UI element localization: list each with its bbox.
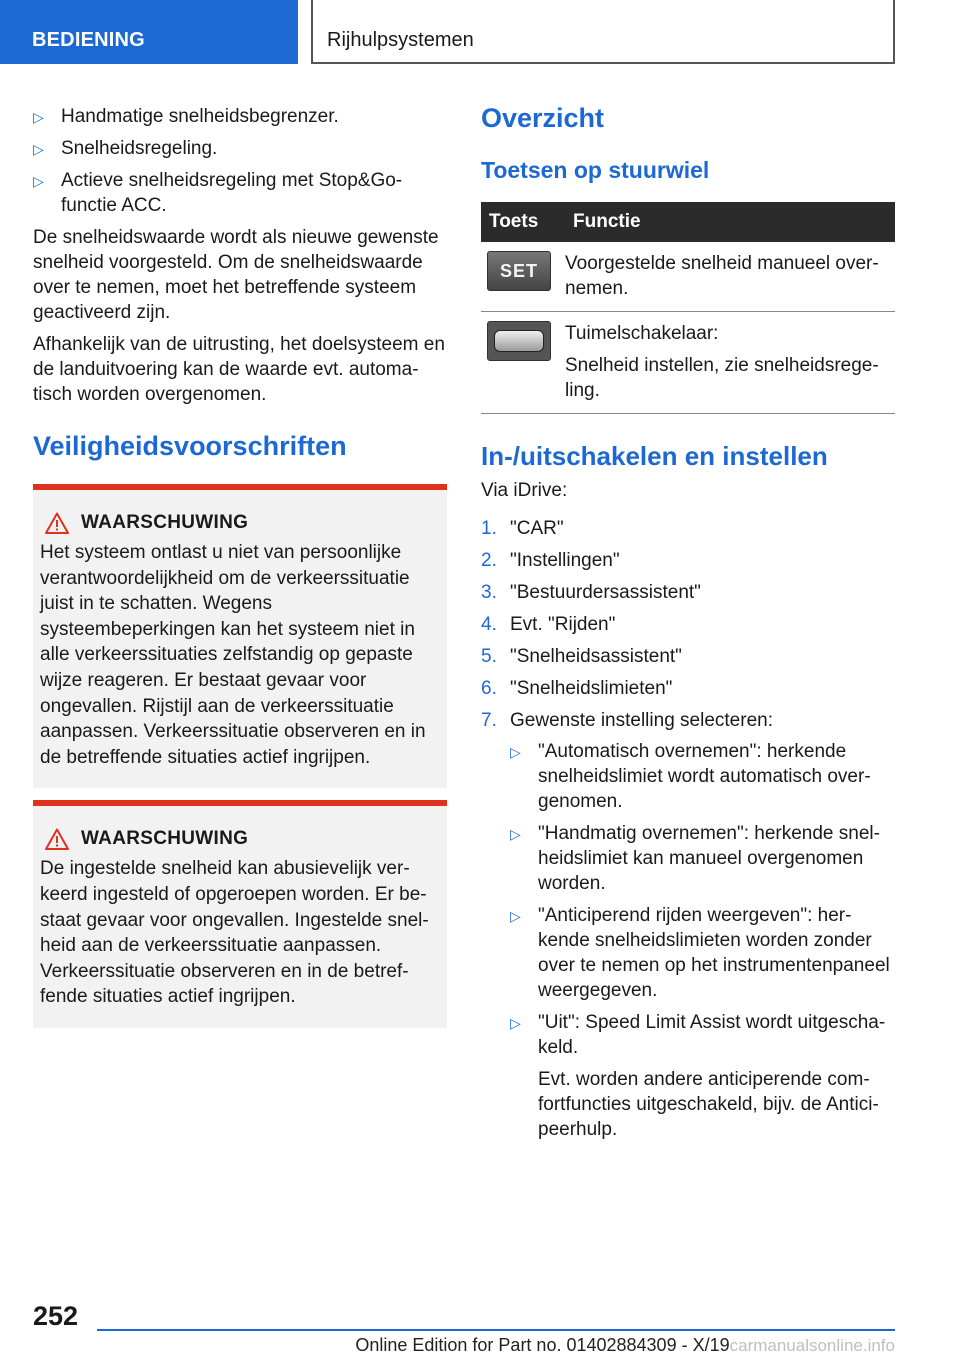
list-item: ▷ Snelheidsregeling. (33, 136, 447, 161)
subsection-heading: Toetsen op stuurwiel (481, 157, 710, 183)
list-item: 6. "Snelheidslimieten" (481, 678, 673, 699)
list-item: 3. "Bestuurdersassistent" (481, 582, 701, 603)
table-cell-function: Voorgestelde snelheid manueel overnemen. (565, 253, 879, 299)
left-column (33, 96, 447, 1028)
paragraph: Afhankelijk van de uitrusting, het doelsysteem en de landuitvoering kan de waarde evt. automatisch worden overgenomen. (33, 334, 445, 405)
warning-triangle-icon (45, 512, 69, 534)
triangle-bullet-icon: ▷ (33, 109, 44, 125)
list-item: 4. Evt. "Rijden" (481, 614, 616, 635)
list-item: ▷ "Automatisch overnemen": herkende snelheidslimiet wordt automatisch overgenomen. (510, 741, 871, 812)
warning-box (33, 484, 447, 788)
watermark: carmanualsonline.info (729, 1336, 895, 1355)
table-header-function: Functie (565, 202, 895, 242)
section-tab: BEDIENING (0, 0, 298, 64)
list-item: 5. "Snelheidsassistent" (481, 646, 682, 667)
triangle-bullet-icon: ▷ (510, 826, 521, 842)
list-item: 2. "Instellingen" (481, 550, 620, 571)
list-item: 7. Gewenste instelling selecteren: ▷ "Automatisch overnemen": herkende snelheidslimiet wordt automatisch overgenomen. ▷ "Handmatig overnemen": herkende snelheidslimiet kan manueel overgenomen worden. ▷ "Anticiperend rijden weergeven": herkende snelheidslimieten worden zonder over te nemen op het instrumentenpaneel weergegeven. ▷ "Uit": Speed Limit Assist wordt uitgeschakeld. Evt. worden andere anticiperende comfortfuncties uitgeschakeld, bijv. de Anticipeerhulp. (481, 708, 895, 1142)
triangle-bullet-icon: ▷ (33, 173, 44, 189)
steps-list (481, 516, 895, 1142)
triangle-bullet-icon: ▷ (510, 908, 521, 924)
table-row (481, 242, 895, 312)
warning-triangle-icon (45, 828, 69, 850)
list-item: ▷ Handmatige snelheidsbegrenzer. (33, 104, 447, 129)
footer-divider (97, 1329, 895, 1331)
list-item: ▷ "Anticiperend rijden weergeven": herkende snelheidslimieten worden zonder over te nemen op het instrumentenpaneel weergegeven. (510, 905, 890, 1001)
options-list (510, 739, 895, 1142)
section-heading: Overzicht (481, 103, 605, 133)
chapter-title: Rijhulpsystemen (311, 0, 895, 64)
edition-text: Online Edition for Part no. 01402884309 - X/19 (355, 1335, 730, 1355)
list-item: 1. "CAR" (481, 518, 564, 539)
paragraph: De snelheidswaarde wordt als nieuwe gewenste snelheid voorgesteld. Om de snelheidswaarde over te nemen, moet het betreffende systeem geactiveerd zijn. (33, 227, 439, 323)
table-header-key: Toets (481, 202, 565, 242)
warning-box (33, 800, 447, 1028)
set-button-icon: SET (487, 251, 551, 291)
rocker-switch-icon (487, 321, 551, 361)
option-note: Evt. worden andere anticiperende comfortfuncties uitgeschakeld, bijv. de Anticipeerhulp. (538, 1069, 879, 1140)
triangle-bullet-icon: ▷ (510, 1015, 521, 1031)
list-item: ▷ "Uit": Speed Limit Assist wordt uitgeschakeld. Evt. worden andere anticiperende comfortfuncties uitgeschakeld, bijv. de Anticipeerhulp. (510, 1010, 895, 1142)
warning-text: Het systeem ontlast u niet van persoonlijke verantwoordelijkheid om de verkeerssituatie juist in te schatten. Wegens systeembeperkingen kan het systeem niet in alle verkeerssituaties zelfstandig op gepaste wijze reageren. Er bestaat gevaar voor ongevallen. Rijstijl aan de verkeerssituatie aanpassen. Verkeerssituatie observeren en in de betreffende situaties actief ingrijpen. (40, 542, 426, 768)
warning-title: WAARSCHUWING (81, 512, 249, 533)
section-heading: In-/uitschakelen en instellen (481, 441, 828, 471)
list-item: ▷ Actieve snelheidsregeling met Stop&Go-functie ACC. (33, 170, 403, 216)
paragraph: Via iDrive: (481, 480, 568, 501)
table-cell-function-detail: Snelheid instellen, zie snelheidsregeling. (565, 355, 879, 401)
section-heading: Veiligheidsvoorschriften (33, 431, 347, 461)
triangle-bullet-icon: ▷ (33, 141, 44, 157)
footer-text (305, 1335, 895, 1356)
right-column (481, 96, 895, 1149)
list-item: ▷ "Handmatig overnemen": herkende snelheidslimiet kan manueel overgenomen worden. (510, 823, 880, 894)
warning-title: WAARSCHUWING (81, 828, 249, 850)
page-number: 252 (33, 1301, 79, 1331)
warning-text: De ingestelde snelheid kan abusievelijk verkeerd ingesteld of opgeroepen worden. Er bestaat gevaar voor ongevallen. Ingestelde snelheid aan de verkeerssituatie aanpassen. Verkeerssituatie observeren en in de betreffende situaties actief ingrijpen. (40, 858, 429, 1008)
triangle-bullet-icon: ▷ (510, 744, 521, 760)
table-row (481, 312, 895, 414)
button-table (481, 202, 895, 414)
table-cell-function: Tuimelschakelaar: (565, 323, 719, 344)
feature-list (33, 104, 447, 218)
